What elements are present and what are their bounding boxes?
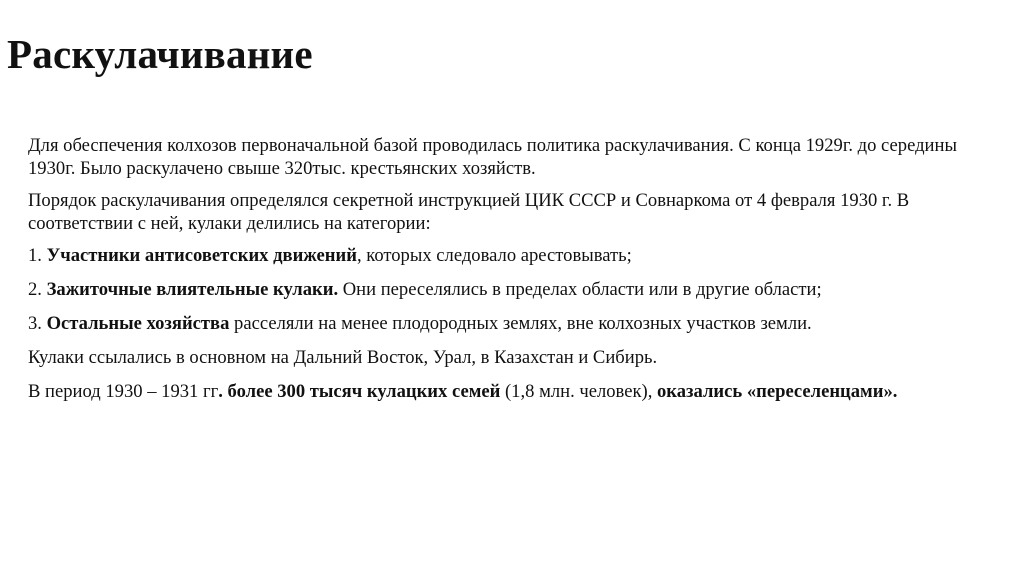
paragraph-exile: Кулаки ссылались в основном на Дальний Восток, Урал, в Казахстан и Сибирь. [28, 347, 658, 368]
paragraph-summary [28, 380, 1003, 403]
category-number: 3. [28, 313, 47, 334]
category-item-3 [28, 312, 1003, 335]
category-number: 1. [28, 245, 47, 266]
summary-families: . более 300 тысяч кулацких семей [218, 381, 501, 402]
category-item-2 [28, 278, 1003, 301]
summary-people: (1,8 млн. человек), [500, 381, 657, 402]
category-item-1 [28, 244, 1003, 267]
category-description: расселяли на менее плодородных землях, вне колхозных участков земли. [229, 313, 812, 334]
paragraph-instruction: Порядок раскулачивания определялся секретной инструкцией ЦИК СССР и Совнаркома от 4 февраля 1930 г. В соответствии с ней, кулаки делились на категории: [28, 190, 910, 234]
category-description: Они переселялись в пределах области или в другие области; [338, 279, 822, 300]
paragraph-intro: Для обеспечения колхозов первоначальной базой проводилась политика раскулачивания. С конца 1929г. до середины 1930г. Было раскулачено свыше 320тыс. крестьянских хозяйств. [28, 135, 957, 179]
category-number: 2. [28, 279, 47, 300]
summary-resettlers: оказались «переселенцами». [657, 381, 898, 402]
slide-body [28, 134, 1003, 412]
slide-title: Раскулачивание [7, 31, 313, 77]
category-title: Зажиточные влиятельные кулаки. [46, 279, 339, 300]
summary-period: В период 1930 – 1931 гг [28, 381, 219, 402]
category-description: , которых следовало арестовывать; [356, 245, 632, 266]
category-title: Участники антисоветских движений [46, 245, 357, 266]
category-title: Остальные хозяйства [46, 313, 230, 334]
